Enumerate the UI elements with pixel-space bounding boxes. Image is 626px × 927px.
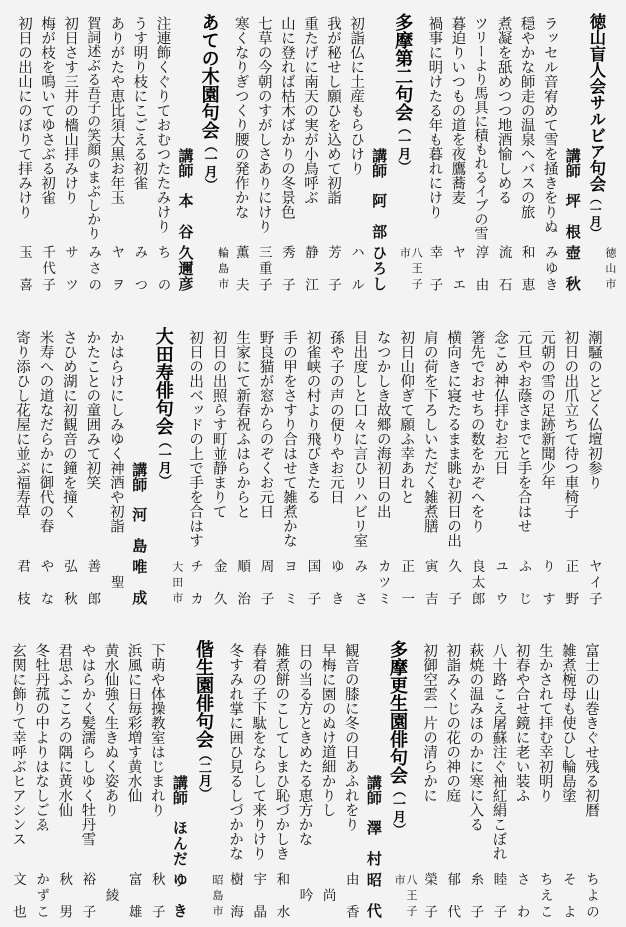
haiku-text: 下萌や体操教室はじまれり	[148, 643, 165, 817]
haiku-text: 観音の膝に冬の日あふれをり	[342, 643, 359, 832]
haiku-text: 七草の今朝のすがしさありにけり	[255, 16, 272, 234]
haiku-entry	[510, 640, 533, 918]
haiku-author: 綾	[102, 888, 119, 902]
haiku-entry	[223, 640, 246, 918]
haiku-text: 寄り添ひし花屋に並ぶ福寿草	[14, 330, 30, 519]
haiku-entry	[275, 13, 298, 291]
haiku-author: 芳子	[325, 245, 342, 291]
haiku-entry	[488, 327, 511, 605]
haiku-entry	[492, 13, 515, 291]
instructor-label: 講師	[370, 148, 389, 178]
haiku-author: ふじ	[515, 559, 532, 605]
haiku-entry	[6, 640, 29, 918]
haiku-entry	[122, 640, 145, 918]
haiku-entry	[417, 640, 440, 918]
haiku-entry	[422, 13, 445, 291]
haiku-author: やな	[37, 559, 54, 605]
haiku-entry	[418, 327, 441, 605]
club-location: 大田市	[170, 561, 184, 603]
haiku-entry	[538, 13, 561, 291]
haiku-entry	[298, 13, 321, 291]
haiku-author: 和水	[273, 872, 290, 918]
haiku-text: 八十路こえ屠蘇注ぐ袖紅絹こぼれ	[490, 643, 507, 861]
haiku-text: 春着の子下駄をならして来りけり	[250, 643, 267, 861]
haiku-author: ヤヲ	[108, 245, 125, 291]
haiku-text: 初日の出照らす町並静まりて	[210, 330, 227, 519]
instructor-given-name: ゆき	[170, 872, 189, 918]
text-band-upper	[12, 13, 616, 291]
haiku-entry	[316, 640, 339, 918]
haiku-text: 煮凝を舐めつつ地酒愉しめる	[495, 16, 512, 205]
instructor-line	[174, 13, 197, 291]
haiku-entry	[246, 640, 269, 918]
haiku-text: 我が秘せし願ひを込めて初詣	[325, 16, 342, 205]
haiku-author: ユウ	[492, 559, 509, 605]
haiku-author: 裕子	[79, 872, 96, 918]
haiku-author: 秀子	[278, 245, 295, 291]
haiku-author: 金久	[210, 559, 227, 605]
club-heading	[390, 13, 422, 291]
instructor-line	[168, 640, 191, 918]
haiku-entry	[254, 327, 277, 605]
club-heading	[385, 640, 417, 918]
haiku-author: 吟	[296, 888, 313, 902]
haiku-entry	[57, 327, 80, 605]
haiku-entry	[145, 640, 168, 918]
haiku-author: 郁代	[444, 872, 461, 918]
haiku-entry	[441, 327, 464, 605]
haiku-author: 国子	[304, 559, 321, 605]
haiku-entry	[556, 640, 579, 918]
haiku-text: 箸先でおせちの数をかぞへをり	[468, 330, 485, 533]
instructor-surname: 本谷	[176, 193, 195, 239]
haiku-text: 賀詞述ぶる吾子の笑顔のまぶしかり	[85, 16, 102, 240]
haiku-text: なつかしき故郷の海初日の出	[374, 330, 391, 519]
haiku-author: 秋子	[148, 872, 165, 918]
club-location: 昭島市	[211, 874, 224, 916]
club-title: 偕生園俳句会	[193, 640, 214, 748]
haiku-entry	[300, 327, 323, 605]
haiku-text: かたことの童囲みて初笑	[84, 330, 101, 490]
haiku-text: 黄水仙強く生きぬく姿あり	[102, 643, 119, 817]
haiku-text: 初詣仏に土産もらひけり	[348, 16, 365, 176]
haiku-entry	[52, 640, 75, 918]
instructor-surname: 河島	[130, 507, 149, 553]
club-month: （一月）	[390, 784, 405, 836]
haiku-text: 肩の荷を下ろしいただく雑煮膳	[421, 330, 438, 533]
instructor-label: 講師	[176, 148, 195, 178]
haiku-text: 初詣みくじの花の神の庭	[444, 643, 461, 803]
haiku-text: 山に登れば枯木ばかりの冬景色	[278, 16, 295, 219]
haiku-entry	[440, 640, 463, 918]
haiku-text: 元旦やお蔭さまでと手を合はせ	[515, 330, 532, 533]
haiku-entry	[104, 13, 127, 291]
haiku-text: やはらかく髪濡らしゆく牡丹雪	[79, 643, 96, 846]
club-title: あての木園句会	[198, 13, 220, 139]
club-title-block	[197, 13, 221, 191]
haiku-author: ヨミ	[280, 559, 297, 605]
haiku-entry	[252, 13, 275, 291]
haiku-text: 初日の出ベッドの上で手を合はす	[187, 330, 204, 548]
instructor-line	[362, 640, 385, 918]
club-heading	[151, 327, 183, 605]
haiku-author: 秋男	[56, 872, 73, 918]
haiku-author: 榮子	[421, 872, 438, 918]
club-month: （一月）	[395, 121, 411, 173]
haiku-text: 禍事に明けたる年も暮れにけり	[426, 16, 443, 219]
haiku-entry	[207, 327, 230, 605]
instructor-label: 講師	[364, 775, 383, 805]
club-title-block	[584, 13, 608, 239]
haiku-author: さわ	[513, 872, 530, 918]
haiku-entry	[104, 327, 127, 605]
haiku-entry	[75, 640, 98, 918]
haiku-text: 浜風に日毎彩増す黄水仙	[125, 643, 142, 803]
haiku-entry	[293, 640, 316, 918]
club-month: （二月）	[196, 748, 211, 800]
haiku-text: ラッセル音宥めて雪を掻きをりぬ	[541, 16, 558, 234]
haiku-text: 冬牡丹菰の中よりはなしごゑ	[33, 643, 50, 832]
instructor-line	[367, 13, 390, 291]
haiku-text: 冬すみれ掌に囲ひ見るしづかかな	[227, 643, 244, 861]
haiku-author: ヤエ	[449, 245, 466, 291]
haiku-entry	[183, 327, 206, 605]
haiku-text: 念こめ神仏拝むお元日	[492, 330, 509, 475]
haiku-entry	[533, 640, 556, 918]
haiku-text: 孫や子の声の便りやお元日	[327, 330, 344, 504]
haiku-text: 雑煮餅のこしてしまひ恥づかしき	[273, 643, 290, 861]
club-title: 徳山盲人会サルビア句会	[586, 13, 606, 193]
haiku-author: 良太郎	[468, 559, 485, 605]
haiku-entry	[465, 327, 488, 605]
haiku-author: 由香	[342, 872, 359, 918]
haiku-entry	[394, 327, 417, 605]
haiku-author: 幸子	[426, 245, 443, 291]
haiku-author: 淳由	[472, 245, 489, 291]
haiku-text: ツリーより馬具に積もれるイブの雪	[472, 16, 489, 240]
haiku-entry	[321, 13, 344, 291]
haiku-entry	[35, 13, 58, 291]
club-title-block	[390, 13, 414, 173]
instructor-given-name: 唯成	[130, 559, 149, 605]
haiku-author: 順治	[234, 559, 251, 605]
haiku-author: ちえこ	[536, 872, 553, 918]
haiku-author: 聖	[107, 575, 124, 589]
club-title-block	[385, 640, 409, 836]
text-band-lower	[6, 640, 602, 918]
instructor-surname: ほんだ	[170, 820, 189, 866]
haiku-entry	[468, 13, 491, 291]
haiku-text: さひめ湖に初観音の鐘を撞く	[60, 330, 77, 519]
haiku-entry	[445, 13, 468, 291]
club-title-block	[151, 327, 175, 487]
instructor-given-name: 昭代	[364, 872, 383, 918]
instructor-surname: 阿部	[370, 193, 389, 239]
haiku-author: 善郎	[84, 559, 101, 605]
haiku-text: 初日の出山にのぼりて拝みけり	[16, 16, 32, 219]
haiku-author: 弘秋	[60, 559, 77, 605]
haiku-entry	[80, 327, 103, 605]
club-location: 八王子市	[398, 247, 424, 289]
club-month: （一月）	[201, 139, 217, 191]
haiku-author: 静江	[301, 245, 318, 291]
club-heading	[197, 13, 229, 291]
instructor-label: 講師	[170, 775, 189, 805]
haiku-entry	[99, 640, 122, 918]
haiku-text: うす明り枝にこごえる初雀	[131, 16, 148, 190]
haiku-text: 萩焼の温みほのかに寒に入る	[467, 643, 484, 832]
haiku-text: 初日の出爪立ちて待つ車椅子	[562, 330, 579, 519]
haiku-text: 元朝の雪の足跡新聞少年	[538, 330, 555, 490]
instructor-surname: 澤村	[364, 820, 383, 866]
haiku-author: 富雄	[125, 872, 142, 918]
haiku-entry	[150, 13, 173, 291]
club-month: （一月）	[155, 435, 171, 487]
haiku-author: 流石	[495, 245, 512, 291]
haiku-entry	[229, 13, 252, 291]
haiku-entry	[344, 13, 367, 291]
instructor-line	[127, 327, 150, 605]
haiku-text: 米寿への道なだらかに御代の春	[37, 330, 54, 533]
haiku-entry	[512, 327, 535, 605]
haiku-author: 樹海	[227, 872, 244, 918]
haiku-entry	[277, 327, 300, 605]
haiku-entry	[582, 327, 605, 605]
haiku-entry	[12, 13, 35, 291]
haiku-author: みさの	[85, 245, 102, 291]
haiku-author: 尚	[319, 888, 336, 902]
haiku-author: 正野	[562, 559, 579, 605]
instructor-label: 講師	[563, 148, 582, 178]
haiku-author: みゆき	[541, 245, 558, 291]
haiku-author: 宇晶	[250, 872, 267, 918]
haiku-entry	[339, 640, 362, 918]
haiku-author: ちよの	[583, 872, 599, 918]
instructor-surname: 坪根	[563, 193, 582, 239]
haiku-entry	[371, 327, 394, 605]
haiku-text: 生家にて新春祝ふはらからと	[234, 330, 251, 519]
haiku-text: 雑煮椀母も使ひし輪島塗	[559, 643, 576, 803]
haiku-text: ありがたや恵比須大黒お年玉	[108, 16, 125, 205]
instructor-given-name: ひろし	[370, 245, 389, 291]
haiku-author: 糸子	[467, 872, 484, 918]
haiku-text: 初春や合せ鏡に老い装ふ	[513, 643, 530, 803]
haiku-author: ちの	[154, 245, 171, 291]
club-title: 大田寿俳句会	[152, 327, 174, 435]
haiku-author: 寅吉	[421, 559, 438, 605]
haiku-entry	[347, 327, 370, 605]
haiku-entry	[29, 640, 52, 918]
club-location: 輪島市	[216, 247, 230, 289]
haiku-author: みつ	[131, 245, 148, 291]
haiku-text: 潮騒のとどく仏壇初参り	[585, 330, 602, 490]
haiku-text: 手の甲をさすり合はせて雑煮かな	[280, 330, 297, 548]
haiku-entry	[269, 640, 292, 918]
text-band-middle	[10, 327, 605, 605]
instructor-given-name: 壺秋	[563, 245, 582, 291]
haiku-entry	[127, 13, 150, 291]
haiku-author: チカ	[187, 559, 204, 605]
haiku-text: 富士の山巻きぐせ残る初暦	[583, 643, 599, 817]
haiku-entry	[81, 13, 104, 291]
haiku-author: そよ	[559, 872, 576, 918]
haiku-entry	[579, 640, 602, 918]
haiku-text: 生かされて拝む幸初明り	[536, 643, 553, 803]
haiku-text: 早梅に園のぬけ道細かりし	[319, 643, 336, 817]
haiku-text: 梅が枝を鳴いてゆさぶる初雀	[39, 16, 56, 205]
haiku-entry	[230, 327, 253, 605]
club-heading	[191, 640, 223, 918]
haiku-entry	[324, 327, 347, 605]
haiku-author: 睦子	[490, 872, 507, 918]
haiku-author: 周子	[257, 559, 274, 605]
haiku-text: 初御空雲一片の清らかに	[421, 643, 438, 803]
haiku-author: 正一	[398, 559, 415, 605]
club-location: 徳山市	[603, 247, 617, 289]
haiku-text: 重たげに南天の実が小鳥呼ぶ	[301, 16, 318, 205]
haiku-entry	[10, 327, 33, 605]
haiku-author: 薫夫	[232, 245, 249, 291]
haiku-author: サツ	[62, 245, 79, 291]
haiku-author: りす	[538, 559, 555, 605]
haiku-author: 文也	[10, 872, 26, 918]
haiku-entry	[487, 640, 510, 918]
haiku-author: カツミ	[374, 559, 391, 605]
haiku-text: 初雀峡の村より飛びきたる	[304, 330, 321, 504]
haiku-entry	[558, 327, 581, 605]
haiku-author: 和恵	[518, 245, 535, 291]
haiku-author: みさ	[351, 559, 368, 605]
haiku-text: 日の当る方ときめたる恵方かな	[296, 643, 313, 846]
haiku-entry	[33, 327, 56, 605]
haiku-text: 野良猫が窓からのぞくお元日	[257, 330, 274, 519]
haiku-text: かはらけにしみゆく神酒や初詣	[107, 330, 124, 533]
instructor-line	[561, 13, 584, 291]
haiku-text: 横向きに寝たるまま眺む初日の出	[445, 330, 462, 548]
haiku-text: 初日山仰ぎて願ふ幸あれと	[398, 330, 415, 504]
haiku-text: 目出度しと口々に言ひリハビリ室	[351, 330, 368, 548]
haiku-entry	[535, 327, 558, 605]
haiku-author: かずこ	[33, 872, 50, 918]
club-location: 八王子市	[393, 874, 418, 916]
haiku-author: ゆき	[327, 559, 344, 605]
haiku-text: 注連飾くぐりておむつたたみけり	[154, 16, 171, 234]
haiku-author: 君枝	[14, 559, 30, 605]
haiku-entry	[463, 640, 486, 918]
instructor-given-name: 久邇彦	[176, 245, 195, 291]
haiku-entry	[515, 13, 538, 291]
haiku-text: 寒くなりぎつくり腰の発作かな	[232, 16, 249, 219]
haiku-author: 千代子	[39, 245, 56, 291]
haiku-author: ヤイ子	[585, 559, 602, 605]
club-title-block	[191, 640, 215, 800]
haiku-author: 久子	[445, 559, 462, 605]
haiku-text: 君思ふこころの隅に黄水仙	[56, 643, 73, 817]
club-title: 多摩更生園俳句会	[387, 640, 408, 784]
instructor-label: 講師	[130, 462, 149, 492]
club-title: 多摩第二句会	[392, 13, 414, 121]
haiku-text: 穏やかな師走の温泉へバスの旅	[518, 16, 535, 219]
haiku-text: 初日さす三井の檣山拝みけり	[62, 16, 79, 205]
haiku-author: 玉喜	[16, 245, 32, 291]
haiku-author: 三重子	[255, 245, 272, 291]
club-month: （一月）	[588, 192, 603, 239]
club-heading	[584, 13, 616, 291]
haiku-entry	[58, 13, 81, 291]
haiku-text: 玄関に飾りて幸呼ぶヒアシンス	[10, 643, 26, 846]
haiku-text: 暮迫りいつもの道を夜鷹蕎麦	[449, 16, 466, 205]
haiku-author: ハル	[348, 245, 365, 291]
